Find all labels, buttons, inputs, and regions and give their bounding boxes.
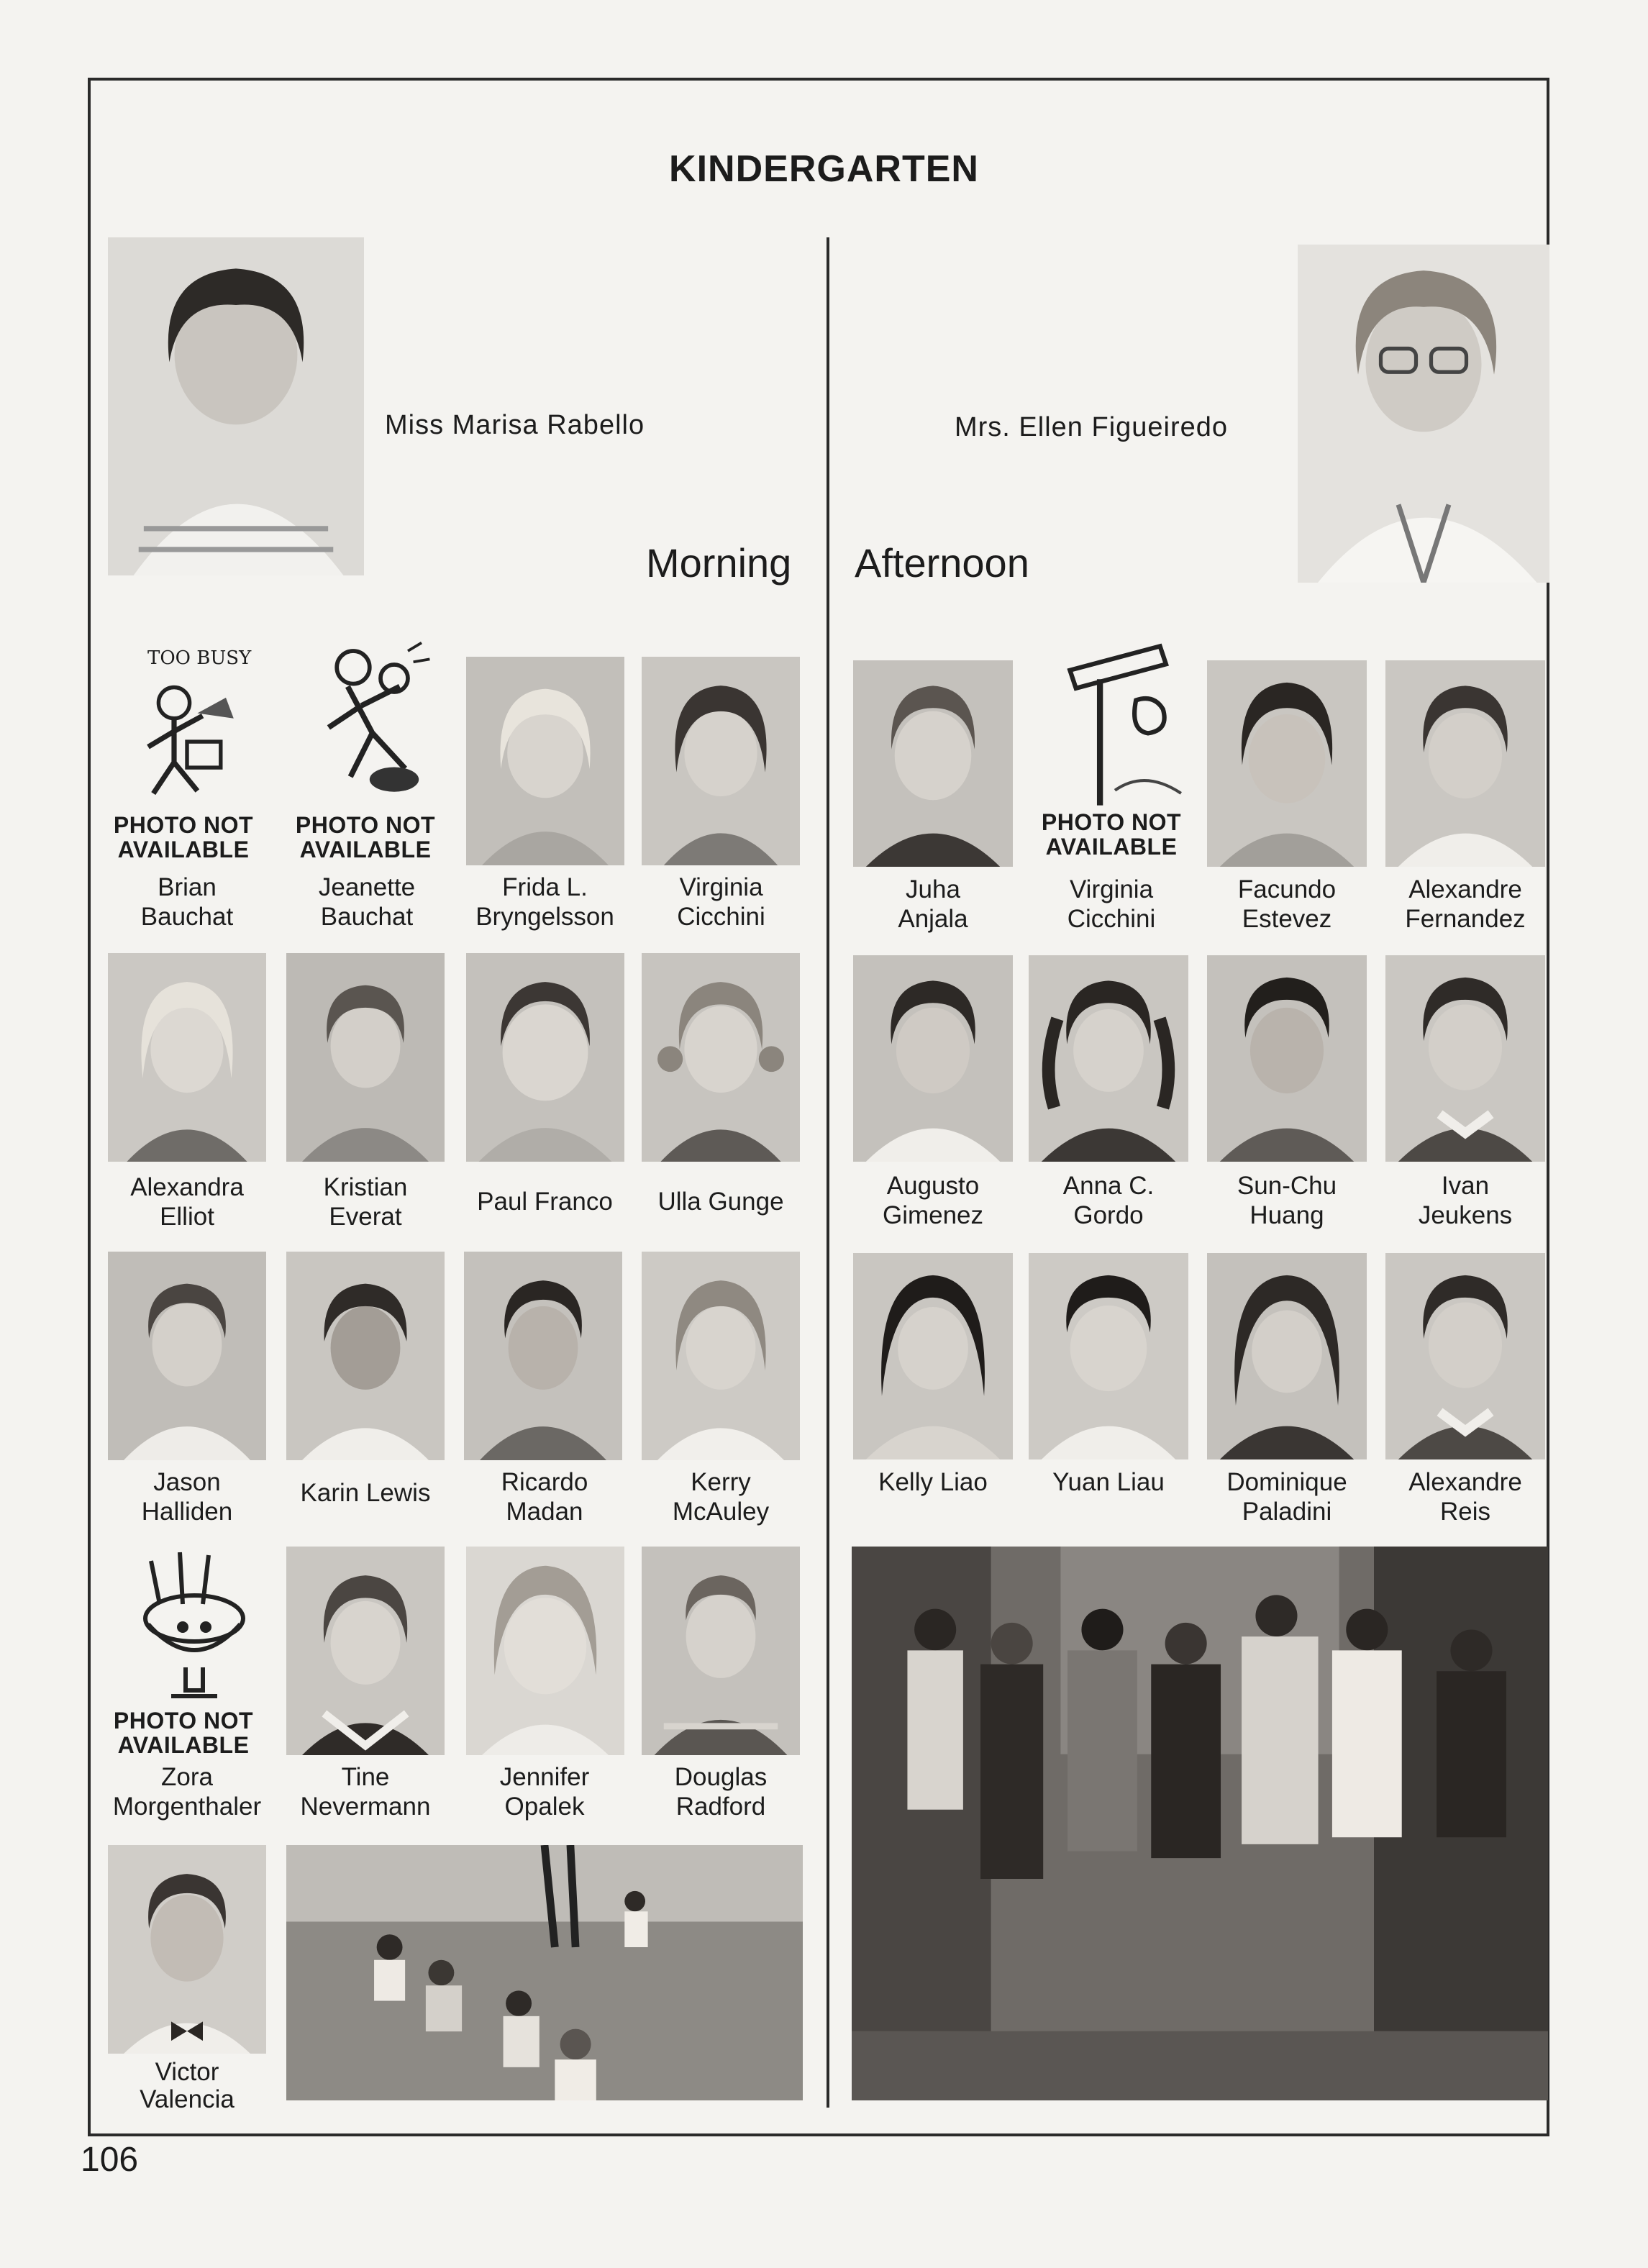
student-caption: Juha Anjala <box>898 875 968 933</box>
student-photo <box>853 660 1013 867</box>
student-photo <box>1207 955 1367 1162</box>
student-photo <box>1029 1253 1188 1459</box>
student-caption: Douglas Radford <box>674 1763 768 1821</box>
student-caption: Anna C. Gordo <box>1062 1172 1155 1229</box>
cartoon-placeholder-icon <box>299 633 435 806</box>
student-caption: Yuan Liau <box>1052 1468 1165 1496</box>
photo-not-available: PHOTO NOT AVAILABLE <box>1041 809 1182 860</box>
student-photo <box>642 657 800 865</box>
student-caption: Ricardo Madan <box>501 1468 588 1526</box>
student-caption: Karin Lewis <box>300 1479 431 1507</box>
student-photo <box>1385 660 1545 867</box>
student-photo <box>642 953 800 1162</box>
group-photo-outdoor <box>286 1845 803 2100</box>
student-caption: Zora Morgenthaler <box>112 1763 262 1821</box>
photo-not-available: PHOTO NOT AVAILABLE <box>113 1708 254 1758</box>
student-caption: Paul Franco <box>477 1188 613 1216</box>
student-photo <box>853 1253 1013 1459</box>
photo-not-available <box>101 813 266 862</box>
student-photo <box>286 953 445 1162</box>
student-photo <box>108 953 266 1162</box>
student-photo <box>1207 660 1367 867</box>
cartoon-caption: TOO BUSY <box>147 647 252 669</box>
session-label-morning: Morning <box>646 540 792 586</box>
student-caption: Dominique Paladini <box>1226 1468 1347 1526</box>
student-caption: Jeanette Bauchat <box>318 873 416 931</box>
student-caption: Kelly Liao <box>878 1468 988 1496</box>
page-number: 106 <box>81 2141 139 2179</box>
student-photo <box>1207 1253 1367 1459</box>
student-photo <box>853 955 1013 1162</box>
teacher-photo-afternoon <box>1298 245 1549 583</box>
group-photo-indoor <box>852 1547 1548 2100</box>
student-photo <box>286 1252 445 1460</box>
student-caption: Facundo Estevez <box>1237 875 1337 933</box>
student-photo <box>466 953 624 1162</box>
teacher-photo-morning <box>108 237 364 575</box>
student-caption: Sun-Chu Huang <box>1237 1172 1337 1229</box>
student-caption: Virginia Cicchini <box>1067 875 1156 933</box>
student-caption: Alexandre Reis <box>1408 1468 1522 1526</box>
column-divider <box>827 237 829 2108</box>
student-caption: Alexandra Elliot <box>130 1173 244 1231</box>
student-photo <box>1385 1253 1545 1459</box>
student-photo <box>642 1547 800 1755</box>
student-photo <box>108 1845 266 2054</box>
pna-line2: AVAILABLE <box>117 837 250 862</box>
teacher-name-afternoon: Mrs. Ellen Figueiredo <box>955 412 1229 442</box>
cartoon-placeholder-icon <box>122 673 252 806</box>
student-caption: Kerry McAuley <box>672 1468 770 1526</box>
student-caption: Ulla Gunge <box>657 1188 784 1216</box>
teacher-name-morning: Miss Marisa Rabello <box>385 410 645 440</box>
student-photo <box>464 1252 622 1460</box>
student-caption: Brian Bauchat <box>140 873 234 931</box>
student-photo <box>108 1252 266 1460</box>
cartoon-placeholder-icon <box>1039 640 1191 813</box>
student-caption: Frida L. Bryngelsson <box>475 873 614 931</box>
student-photo <box>466 657 624 865</box>
student-caption: Augusto Gimenez <box>882 1172 984 1229</box>
student-caption: Ivan Jeukens <box>1418 1172 1513 1229</box>
student-photo <box>466 1547 624 1755</box>
student-caption: Victor Valencia <box>140 2058 235 2113</box>
page-title: KINDERGARTEN <box>669 148 979 190</box>
student-caption: Kristian Everat <box>323 1173 408 1231</box>
cartoon-placeholder-icon <box>122 1547 266 1705</box>
photo-not-available: PHOTO NOT AVAILABLE <box>295 812 436 862</box>
student-photo <box>1029 955 1188 1162</box>
student-caption: Jennifer Opalek <box>499 1763 590 1821</box>
student-caption: Tine Nevermann <box>300 1763 431 1821</box>
student-caption: Alexandre Fernandez <box>1405 875 1526 933</box>
student-photo <box>286 1547 445 1755</box>
pna-line1: PHOTO NOT <box>113 812 254 838</box>
session-label-afternoon: Afternoon <box>855 540 1029 586</box>
student-photo <box>642 1252 800 1460</box>
student-caption: Jason Halliden <box>141 1468 233 1526</box>
student-photo <box>1385 955 1545 1162</box>
student-caption: Virginia Cicchini <box>677 873 765 931</box>
